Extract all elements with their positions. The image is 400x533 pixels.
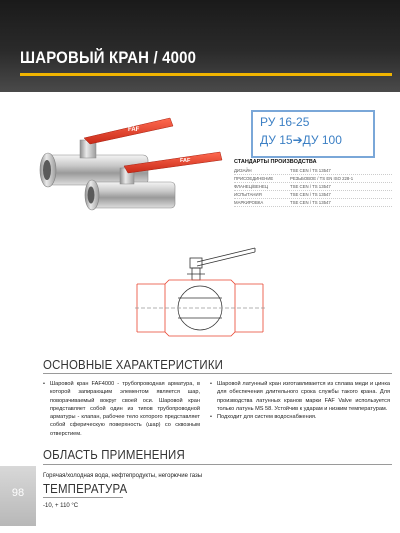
heading-rule: [43, 497, 123, 498]
characteristics-heading: ОСНОВНЫЕ ХАРАКТЕРИСТИКИ: [43, 357, 224, 372]
applications-heading: ОБЛАСТЬ ПРИМЕНЕНИЯ: [43, 447, 185, 462]
standards-key: ИСПЫТАНИЯ: [234, 192, 262, 197]
standards-title: СТАНДАРТЫ ПРОИЗВОДСТВА: [234, 159, 317, 165]
standards-row: [234, 175, 392, 183]
arrow-right-icon: ➔: [292, 133, 303, 147]
standards-row: [234, 183, 392, 191]
standards-value: TSE CEN / TS 13547: [290, 200, 331, 205]
page-title: ШАРОВЫЙ КРАН / 4000: [20, 48, 197, 67]
pressure-diameter-box: [251, 110, 375, 158]
standards-row: [234, 199, 392, 207]
svg-text:FAF: FAF: [180, 158, 191, 164]
heading-rule: [43, 373, 392, 374]
valve-section-drawing: [135, 244, 265, 344]
pressure-rating: РУ 16-25: [260, 115, 310, 129]
standards-table: [234, 167, 392, 207]
standards-key: ПРИСОЕДИНЕНИЕ: [234, 176, 274, 181]
list-item: • Шаровой кран FAF4000 - трубопроводная арматура, в которой запирающим элементом является шар, поворачиваемый вокруг своей оси. Шаровой кран представляет собой один из типов трубопроводной арматуры - клапан, рабочее тело которого представляет собой сферическую поверхность (шар) со сквозным отверстием.: [43, 380, 200, 438]
dn-to: ДУ 100: [302, 133, 342, 147]
standards-row: [234, 167, 392, 175]
standards-value: TSE CEN / TS 13547: [290, 184, 331, 189]
svg-text:FAF: FAF: [128, 127, 140, 133]
page-number-tab: [0, 466, 36, 526]
title-underline: [20, 73, 392, 76]
standards-value: TSE CEN / TS 13547: [290, 168, 331, 173]
characteristics-right-column: [210, 380, 390, 421]
standards-key: МАРКИРОВКА: [234, 200, 264, 205]
heading-rule: [43, 464, 392, 465]
characteristics-left-column: [43, 380, 200, 438]
standards-key: ФЛАНЕЦ/ВЕНЕЦ: [234, 184, 269, 189]
header-banner: [0, 0, 400, 92]
applications-text: Горячая/холодная вода, нефтепродукты, негорючие газы: [43, 473, 203, 479]
diameter-range: [260, 133, 342, 147]
temperature-heading: ТЕМПЕРАТУРА: [43, 481, 128, 496]
standards-row: [234, 191, 392, 199]
list-item: • Подходит для систем водоснабжения.: [210, 413, 390, 421]
standards-key: ДИЗАЙН: [234, 168, 252, 173]
standards-value: TSE CEN / TS 13547: [290, 192, 331, 197]
dn-from: ДУ 15: [260, 133, 293, 147]
page-number: 98: [11, 487, 25, 499]
list-item: • Шаровой латунный кран изготавливается из сплава меди и цинка для обеспечения длительного срока службы такого крана. Для производства латунных кранов марки FAF Valve используется только латунь MS 58. Устойчив к ударам и низким температурам.: [210, 380, 390, 413]
standards-value: РЕЗЬБОВОЕ / TS EN ISO 228-1: [290, 176, 354, 181]
temperature-text: -10, + 110 °C: [43, 503, 79, 509]
ball-valve-photo: [20, 110, 230, 225]
